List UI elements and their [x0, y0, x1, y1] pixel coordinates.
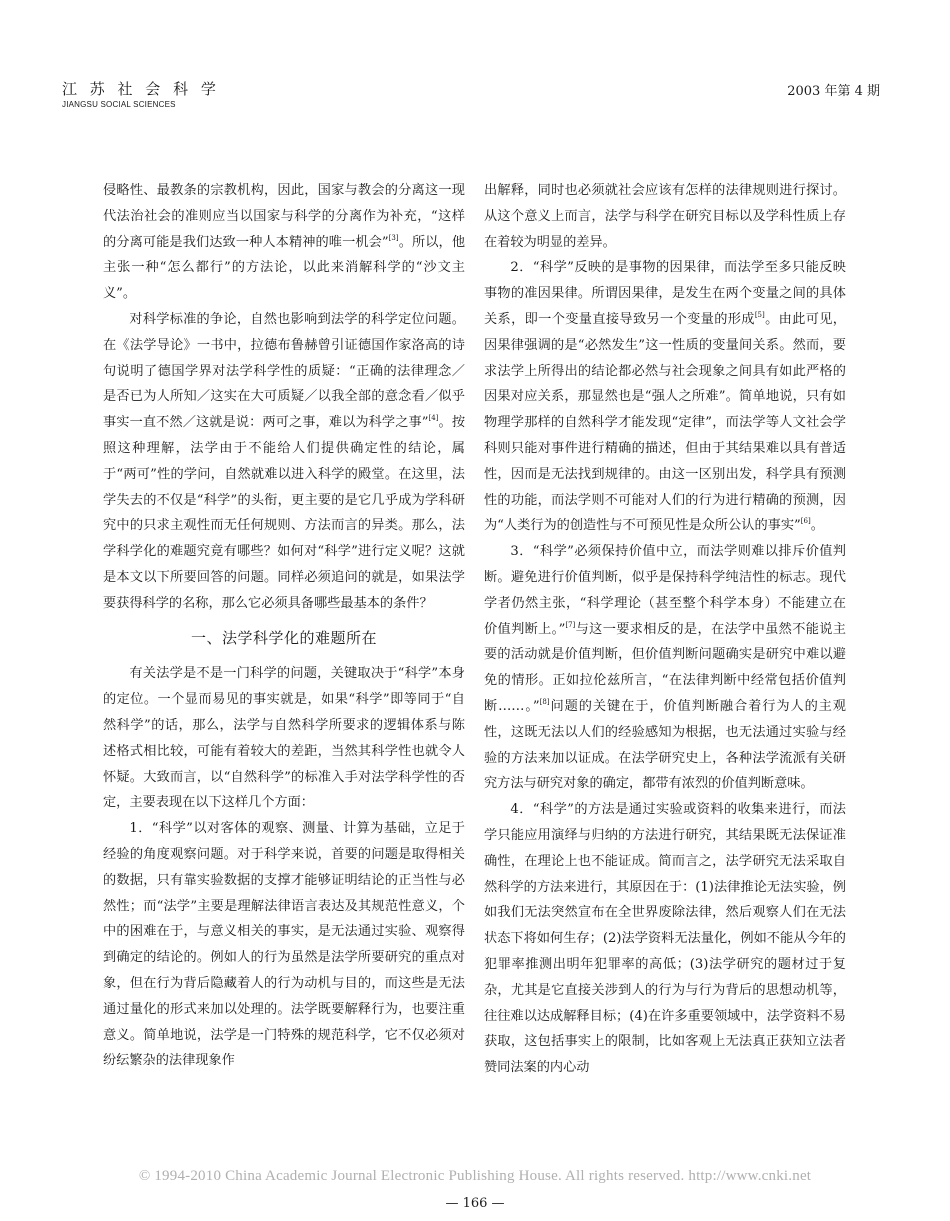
issue-label: 2003 年第 4 期 [787, 84, 880, 99]
citation-ref: [7] [565, 620, 576, 629]
paragraph: 出解释，同时也必须就社会应该有怎样的法律规则进行探讨。从这个意义上而言，法学与科学在研究目标以及学科性质上存在着较为明显的差异。 [484, 183, 846, 250]
paragraph: 1．“科学”以对客体的观察、测量、计算为基础，立足于经验的角度观察问题。对于科学来说，首要的问题是取得相关的数据，只有靠实验数据的支撑才能够证明结论的正当性与必然性；而“法学”主要是理解法律语言表达及其规范性意义，个中的困难在于，与意义相关的事实，是无法通过实验、观察得到确定的结论的。例如人的行为虽然是法学所要研究的重点对象，但在行为背后隐藏着人的行为动机与目的，而这些是无法通过量化的形式来加以处理的。法学既要解释行为，也要注重意义。简单地说，法学是一门特殊的规范科学，它不仅必须对纷纭繁杂的法律现象作 [103, 821, 465, 1069]
paragraph: 对科学标准的争论，自然也影响到法学的科学定位问题。在《法学导论》一书中，拉德布鲁赫曾引证德国作家洛高的诗句说明了德国学界对法学科学性的质疑：“正确的法律理念／是否已为人所知／这实在大可质疑／以我全部的意念看／似乎事实一直不然／这就是说：两可之事，难以为科学之事”[4]。按照这种理解，法学由于不能给人们提供确定性的结论，属于“两可”性的学问，自然就难以进入科学的殿堂。在这里，法学失去的不仅是“科学”的头衔，更主要的是它几乎成为学科研究中的只求主观性而无任何规则、方法而言的异类。那么，法学科学化的难题究竟有哪些？如何对“科学”进行定义呢？这就是本文以下所要回答的问题。同样必须追问的就是，如果法学要获得科学的名称，那么它必须具备哪些最基本的条件？ [103, 311, 466, 611]
right-column [484, 178, 846, 1081]
running-header-left [62, 78, 220, 109]
paragraph: 3．“科学”必须保持价值中立，而法学则难以排斥价值判断。避免进行价值判断，似乎是保持科学纯洁性的标志。现代学者仍然主张，“科学理论（甚至整个科学本身）不能建立在价值判断上。”[7]与这一要求相反的是，在法学中虽然不能说主要的活动就是价值判断，但价值判断问题确实是研究中难以避免的情形。正如拉伦兹所言，“在法律判断中经常包括价值判断……。”[8]问题的关键在于，价值判断融合着行为人的主观性，这既无法以人们的经验感知为根据，也无法通过实验与经验的方法来加以证成。在法学研究史上，各种法学流派有关研究方法与研究对象的确定，都带有浓烈的价值判断意味。 [484, 544, 846, 792]
copyright-watermark: © 1994-2010 China Academic Journal Electronic Publishing House. All rights reserved. http://www.cnki.net [138, 1168, 812, 1184]
left-column [103, 178, 465, 1074]
citation-ref: [4] [428, 414, 439, 423]
paragraph: 侵略性、最教条的宗教机构，因此，国家与教会的分离这一现代法治社会的准则应当以国家与科学的分离作为补充，“这样的分离可能是我们达致一种人本精神的唯一机会”[3]。所以，他主张一种“怎么都行”的方法论，以此来消解科学的“沙文主义”。 [103, 183, 466, 302]
journal-title-en: JIANGSU SOCIAL SCIENCES [62, 100, 176, 109]
page-number: — 166 — [445, 1196, 505, 1211]
citation-ref: [3] [388, 233, 399, 242]
journal-title-cn: 江 苏 社 会 科 学 [62, 80, 220, 98]
citation-ref: [8] [539, 697, 550, 706]
citation-ref: [6] [800, 517, 811, 526]
paragraph: 有关法学是不是一门科学的问题，关键取决于“科学”本身的定位。一个显而易见的事实就是，如果“科学”即等同于“自然科学”的话，那么，法学与自然科学所要求的逻辑体系与陈述格式相比较，可能有着较大的差距，当然其科学性也就令人怀疑。大致而言，以“自然科学”的标准入手对法学科学性的否定，主要表现在以下这样几个方面： [103, 666, 465, 811]
citation-ref: [5] [754, 310, 765, 319]
paragraph: 4．“科学”的方法是通过实验或资料的收集来进行，而法学只能应用演绎与归纳的方法进行研究，其结果既无法保证准确性，在理论上也不能证成。简而言之，法学研究无法采取自然科学的方法来进行，其原因在于：(1)法律推论无法实验，例如我们无法突然宣布在全世界废除法律，然后观察人们在无法状态下将如何生存；(2)法学资料无法量化，例如不能从今年的犯罪率推测出明年犯罪率的高低；(3)法学研究的题材过于复杂，尤其是它直接关涉到人的行为与行为背后的思想动机等，往往难以达成解释目标；(4)在许多重要领域中，法学资料不易获取，这包括事实上的限制，比如客观上无法真正获知立法者赞同法案的内心动 [484, 802, 846, 1076]
paragraph: 2．“科学”反映的是事物的因果律，而法学至多只能反映事物的准因果律。所谓因果律，是发生在两个变量之间的具体关系，即一个变量直接导致另一个变量的形成[5]。由此可见，因果律强调的是“必然发生”这一性质的变量间关系。然而，要求法学上所得出的结论都必然与社会现象之间具有如此严格的因果对应关系，那显然也是“强人之所难”。简单地说，只有如物理学那样的自然科学才能发现“定律”，而法学等人文社会学科则只能对事件进行精确的描述，但由于其结果难以具有普适性，因而是无法找到规律的。由这一区别出发，科学具有预测性的功能，而法学则不可能对人们的行为进行精确的预测，因为“人类行为的创造性与不可预见性是众所公认的事实”[6]。 [484, 260, 846, 534]
section-heading: 一、法学科学化的难题所在 [190, 628, 377, 647]
